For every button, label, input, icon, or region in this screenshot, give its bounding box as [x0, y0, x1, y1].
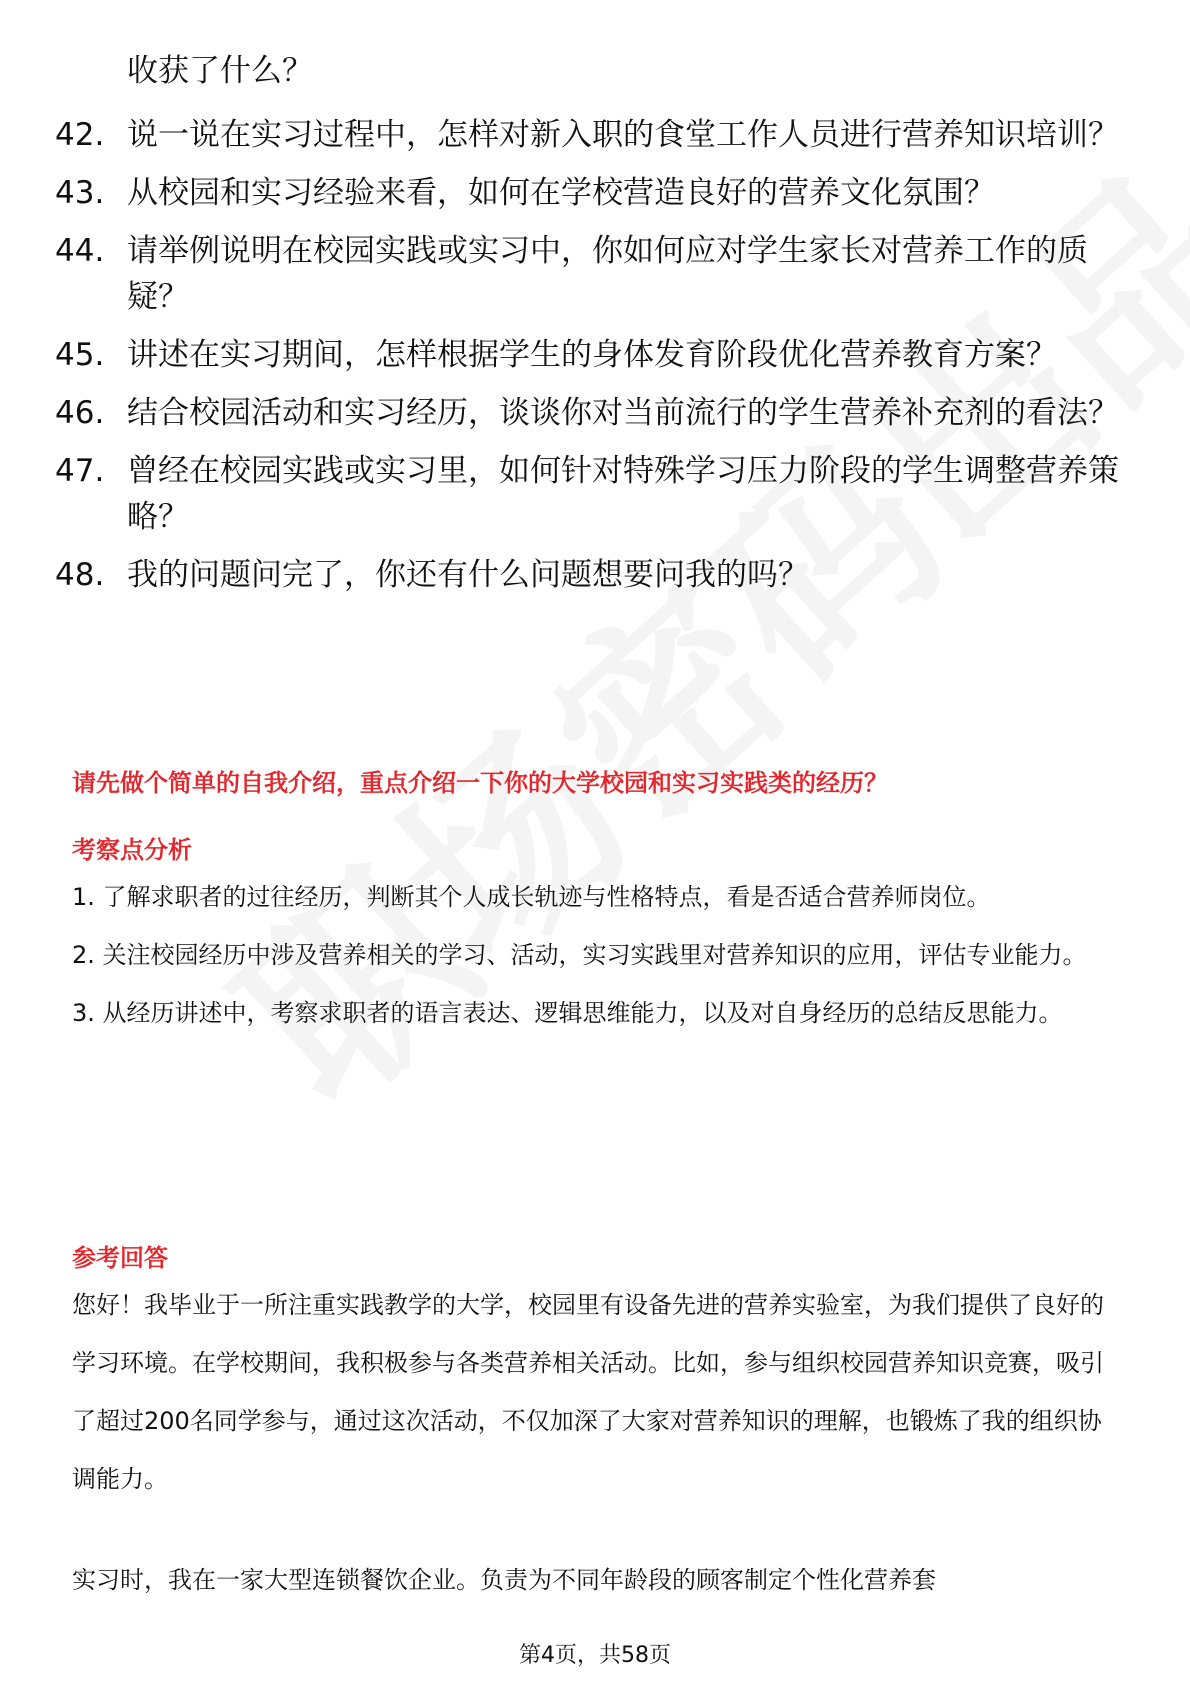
question-item — [55, 112, 1135, 158]
answer-paragraph: 实习时，我在一家大型连锁餐饮企业。负责为不同年龄段的顾客制定个性化营养套 — [72, 1566, 936, 1594]
question-item — [55, 332, 1135, 378]
question-number: 43. — [55, 175, 105, 211]
page-number: 第4页，共58页 — [519, 1643, 671, 1668]
analysis-point: 3. 从经历讲述中，考察求职者的语言表达、逻辑思维能力，以及对自身经历的总结反思能力。 — [72, 999, 1063, 1027]
analysis-points — [72, 868, 1122, 1042]
question-item — [55, 448, 1135, 540]
question-number: 47. — [55, 453, 105, 489]
question-text: 讲述在实习期间，怎样根据学生的身体发育阶段优化营养教育方案？ — [127, 337, 1057, 373]
question-number: 42. — [55, 117, 105, 153]
answer-paragraph: 您好！我毕业于一所注重实践教学的大学，校园里有设备先进的营养实验室，为我们提供了良好的学习环境。在学校期间，我积极参与各类营养相关活动。比如，参与组织校园营养知识竞赛，吸引了超过200名同学参与，通过这次活动，不仅加深了大家对营养知识的理解，也锻炼了我的组织协调能力。 — [72, 1291, 1104, 1493]
answer-body-continued — [72, 1551, 1122, 1609]
question-list — [55, 112, 1135, 610]
question-continuation: 收获了什么？ — [127, 53, 313, 89]
interview-question-heading: 请先做个简单的自我介绍，重点介绍一下你的大学校园和实习实践类的经历？ — [72, 769, 888, 797]
question-number: 46. — [55, 395, 105, 431]
analysis-heading: 考察点分析 — [72, 836, 192, 864]
question-number: 48. — [55, 557, 105, 593]
question-text: 我的问题问完了，你还有什么问题想要问我的吗？ — [127, 557, 809, 593]
question-number: 44. — [55, 233, 105, 269]
question-text: 说一说在实习过程中，怎样对新入职的食堂工作人员进行营养知识培训？ — [127, 117, 1119, 153]
question-text: 从校园和实习经验来看，如何在学校营造良好的营养文化氛围？ — [127, 175, 995, 211]
answer-body — [72, 1276, 1122, 1508]
analysis-point: 1. 了解求职者的过往经历，判断其个人成长轨迹与性格特点，看是否适合营养师岗位。 — [72, 883, 991, 911]
question-text: 请举例说明在校园实践或实习中，你如何应对学生家长对营养工作的质疑？ — [127, 233, 1088, 315]
question-item — [55, 552, 1135, 598]
question-text: 曾经在校园实践或实习里，如何针对特殊学习压力阶段的学生调整营养策略？ — [127, 453, 1119, 535]
question-item — [55, 390, 1135, 436]
question-text: 结合校园活动和实习经历，谈谈你对当前流行的学生营养补充剂的看法？ — [127, 395, 1119, 431]
question-item — [55, 170, 1135, 216]
analysis-point: 2. 关注校园经历中涉及营养相关的学习、活动，实习实践里对营养知识的应用，评估专业能力。 — [72, 941, 1087, 969]
answer-heading: 参考回答 — [72, 1244, 168, 1272]
question-item — [55, 228, 1135, 320]
question-number: 45. — [55, 337, 105, 373]
